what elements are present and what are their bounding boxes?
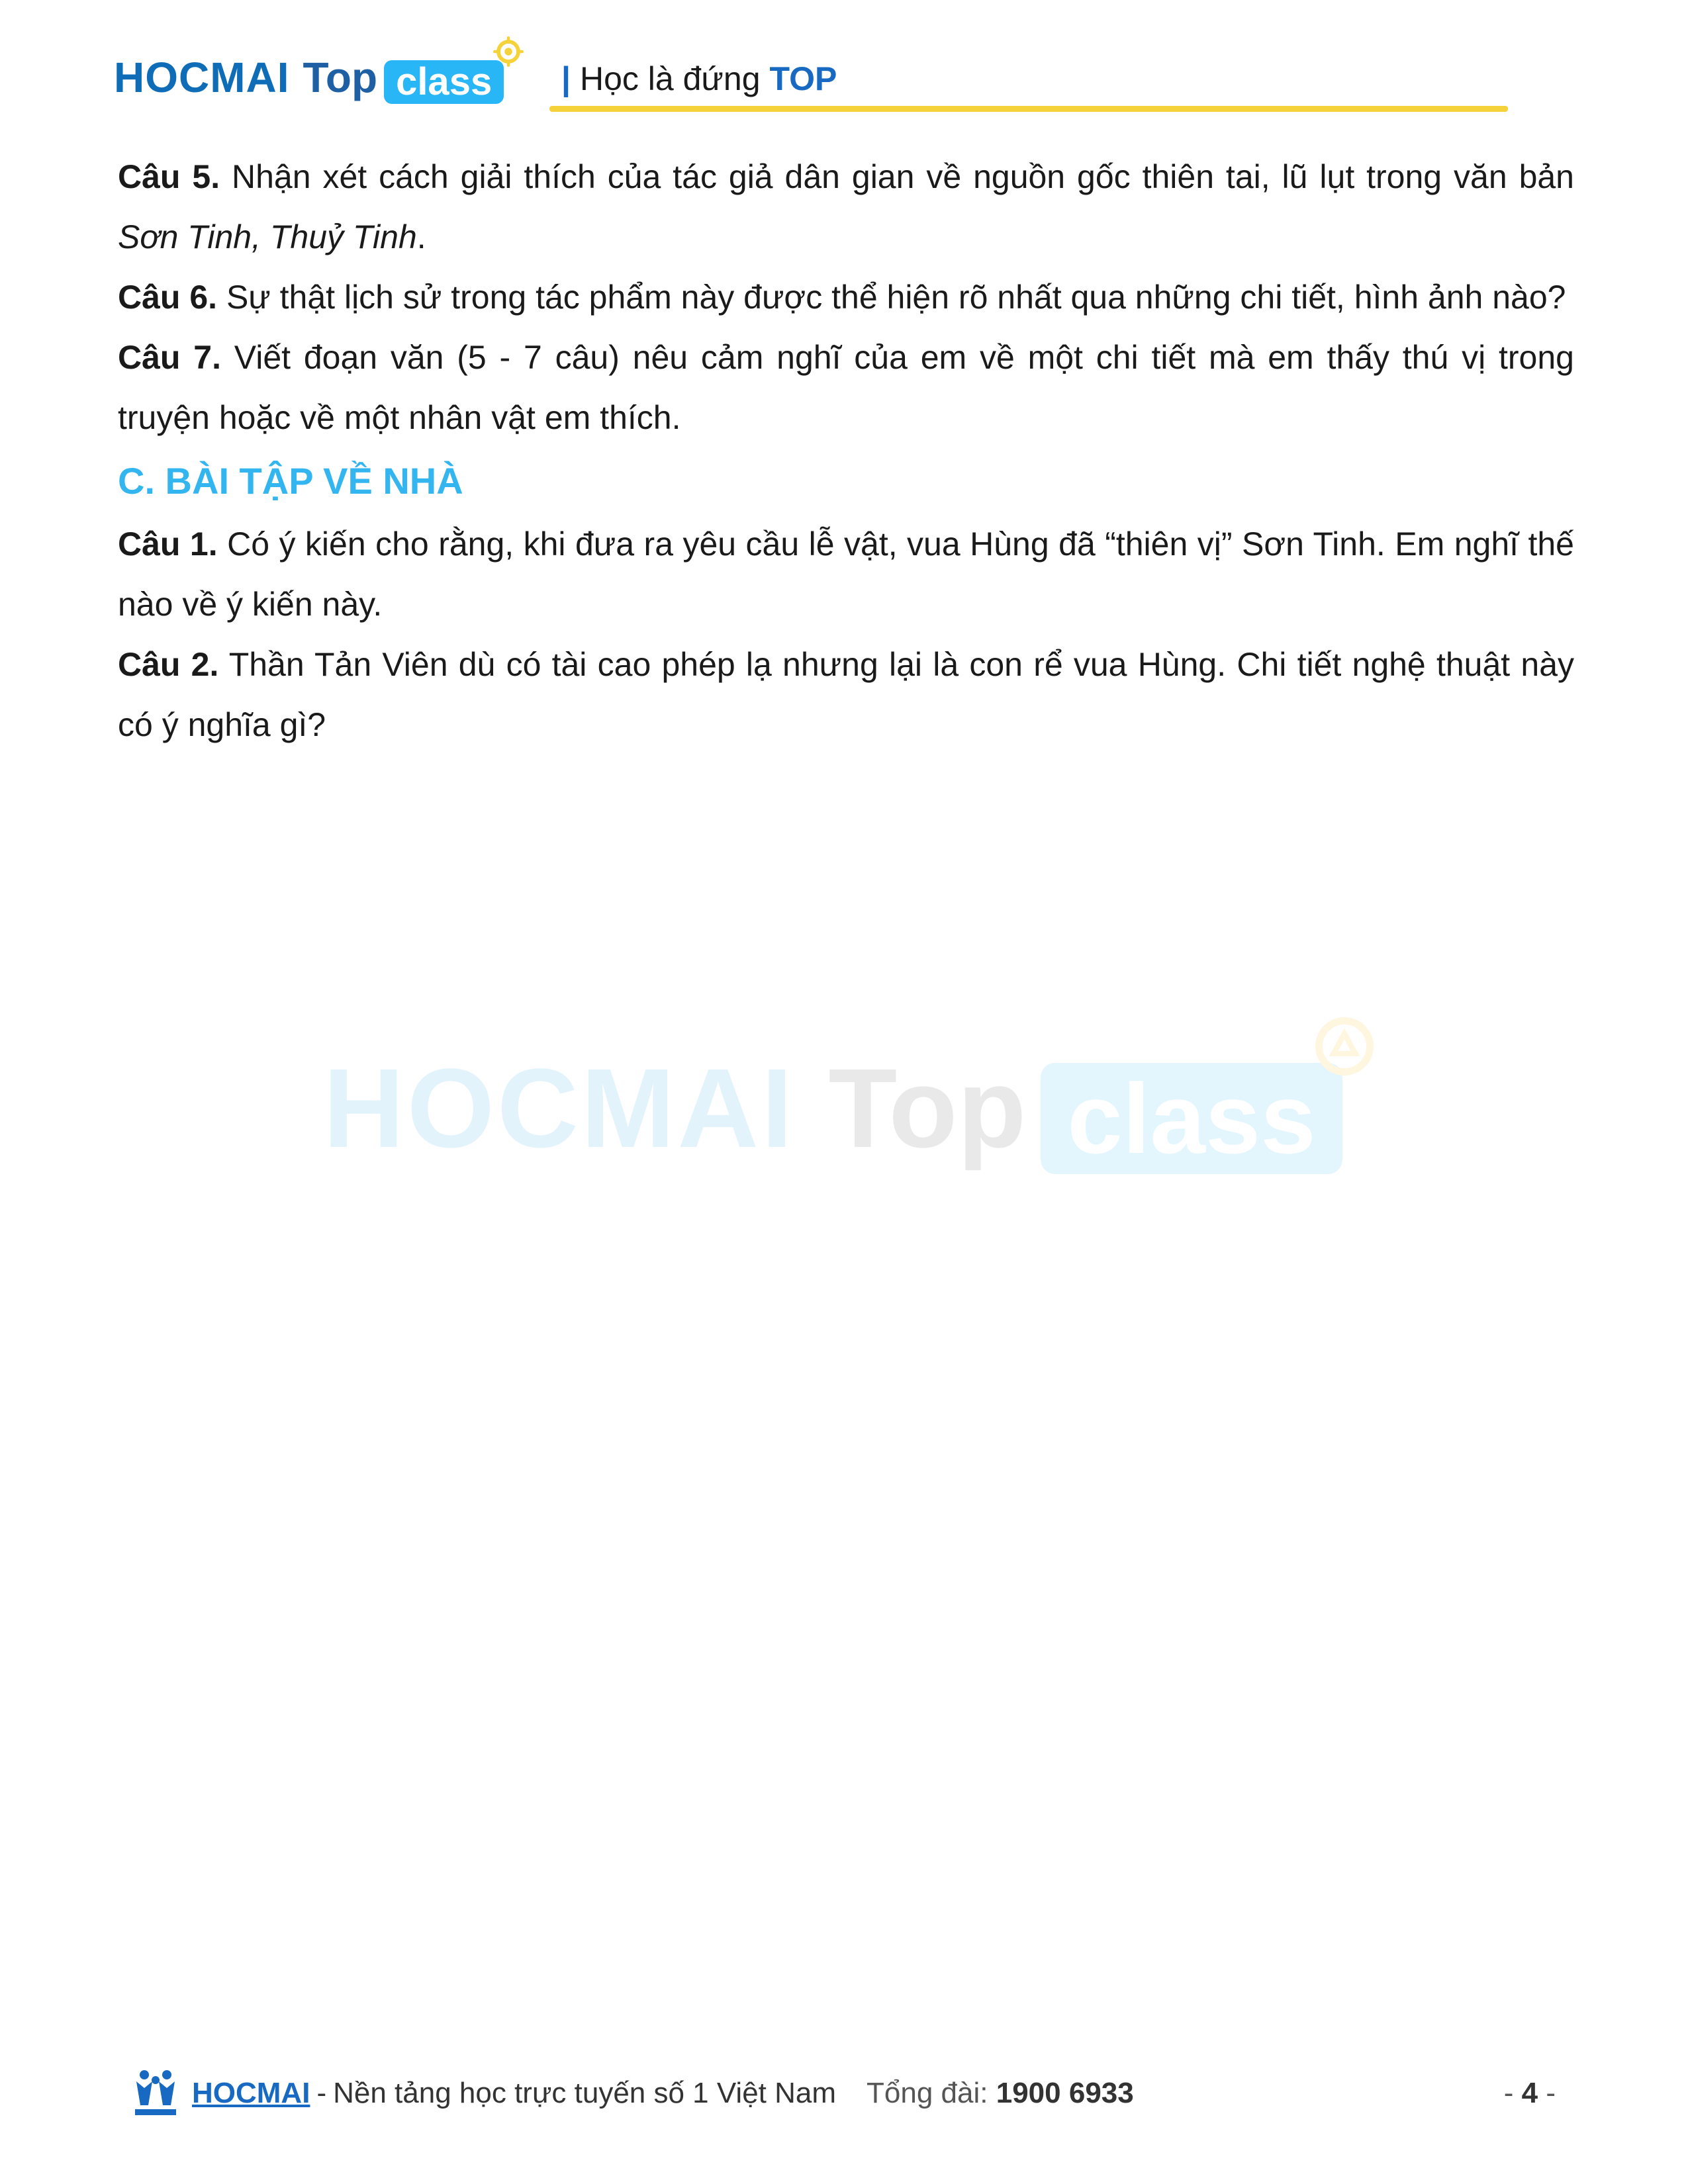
question-label: Câu 7. [118,339,221,376]
page-suffix: - [1546,2077,1556,2109]
page-prefix: - [1503,2077,1514,2109]
question-b7 [118,328,1574,448]
question-text-end: . [416,218,426,255]
question-text: Thần Tản Viên dù có tài cao phép lạ nhưng lại là con rể vua Hùng. Chi tiết nghệ thuật này có ý nghĩa gì? [118,646,1574,743]
question-text: Có ý kiến cho rằng, khi đưa ra yêu cầu lễ vật, vua Hùng đã “thiên vị” Sơn Tinh. Em nghĩ thế nào về ý kiến này. [118,525,1574,623]
watermark-hocmai-text: HOCMAI [323,1046,796,1171]
hotline-label: Tổng đài: [867,2077,988,2109]
question-label: Câu 1. [118,525,218,563]
tagline-text: Học là đứng [580,60,761,97]
gear-icon [493,36,524,67]
logo-top-text: Top [303,54,378,101]
question-label: Câu 6. [118,279,218,316]
tagline-divider: | [561,60,571,97]
question-text: Sự thật lịch sử trong tác phẩm này được thể hiện rõ nhất qua những chi tiết, hình ảnh nào? [217,279,1566,316]
watermark-class-badge [1041,1063,1342,1174]
gear-icon [1308,1010,1381,1083]
question-text: Nhận xét cách giải thích của tác giả dân gian về nguồn gốc thiên tai, lũ lụt trong văn bản [220,158,1574,195]
page-number-value: 4 [1521,2077,1538,2109]
watermark-logo [323,1029,1342,1188]
hotline-number: 1900 6933 [996,2077,1134,2109]
question-text: Viết đoạn văn (5 - 7 câu) nêu cảm nghĩ của em về một chi tiết mà em thấy thú vị trong truyện hoặc về một nhân vật em thích. [118,339,1574,436]
logo-class-badge [384,60,504,104]
footer-brand-link[interactable]: HOCMAI [192,2077,310,2109]
section-c-heading: C. BÀI TẬP VỀ NHÀ [118,460,463,502]
page-footer [132,2064,1556,2123]
worksheet-content [118,147,1574,755]
logo-hocmai-text: HOCMAI [114,54,290,101]
hocmai-topclass-logo [114,41,504,114]
question-b5 [118,147,1574,267]
tagline-top: TOP [769,60,837,97]
watermark-top-text: Top [828,1046,1027,1171]
question-c1 [118,514,1574,635]
header-tagline [561,56,837,102]
footer-slogan: Nền tảng học trực tuyến số 1 Việt Nam [333,2077,837,2109]
watermark-class-text: class [1067,1063,1316,1174]
footer-hotline [867,2077,1134,2110]
footer-separator: - [316,2077,327,2109]
question-c2 [118,635,1574,755]
question-label: Câu 2. [118,646,219,683]
question-label: Câu 5. [118,158,220,195]
question-b6 [118,267,1574,328]
header-divider [549,106,1508,112]
logo-class-text: class [396,60,492,103]
page-number [1504,2077,1556,2110]
work-title: Sơn Tinh, Thuỷ Tinh [118,218,417,255]
hocmai-people-icon [132,2068,179,2118]
